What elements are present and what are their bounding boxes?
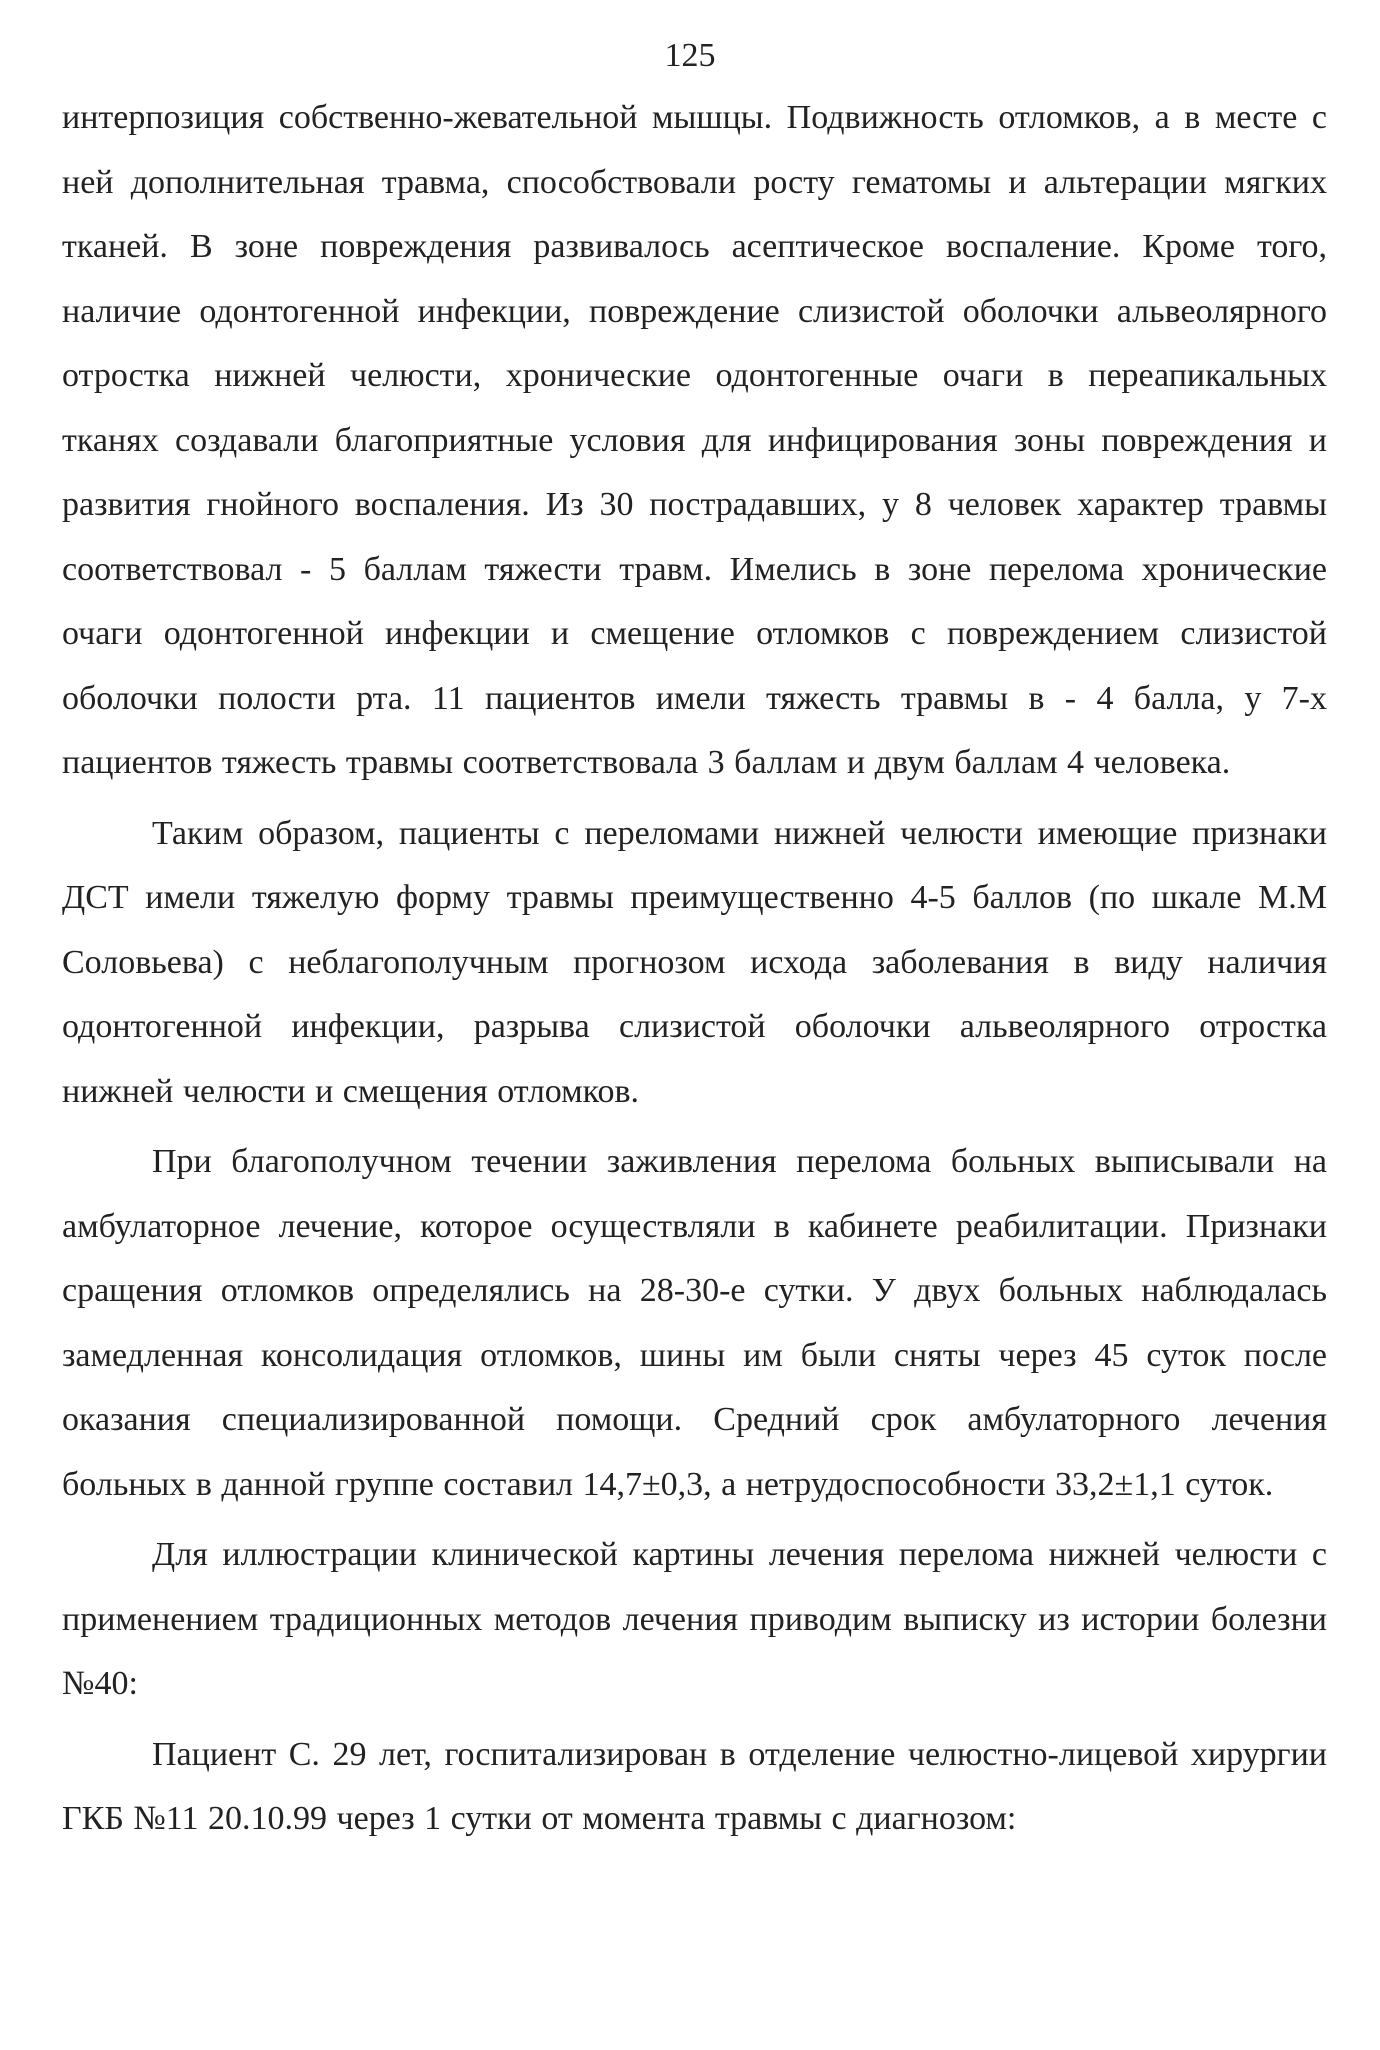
page-number: 125 <box>664 37 716 74</box>
paragraph-patient-case: Пациент С. 29 лет, госпитализирован в отделение челюстно-лицевой хирургии ГКБ №11 20.10.99 через 1 сутки от момента травмы с диагнозом: <box>62 1735 1327 1837</box>
body-text <box>62 86 1327 1852</box>
paragraph-case-intro: Для иллюстрации клинической картины лечения перелома нижней челюсти с применением традиционных методов лечения приводим выписку из истории болезни №40: <box>62 1536 1327 1702</box>
paragraph-conclusion: Таким образом, пациенты с переломами нижней челюсти имеющие признаки ДСТ имели тяжелую форму травмы преимущественно 4-5 баллов (по шкале М.М Соловьева) с неблагополучным прогнозом исхода заболевания в виду наличия одонтогенной инфекции, разрыва слизистой оболочки альвеолярного отростка нижней челюсти и смещения отломков. <box>62 814 1327 1110</box>
paragraph-continuation: интерпозиция собственно-жевательной мышцы. Подвижность отломков, а в месте с ней дополнительная травма, способствовали росту гематомы и альтерации мягких тканей. В зоне повреждения развивалось асептическое воспаление. Кроме того, наличие одонтогенной инфекции, повреждение слизистой оболочки альвеолярного отростка нижней челюсти, хронические одонтогенные очаги в переапикальных тканях создавали благоприятные условия для инфицирования зоны повреждения и развития гнойного воспаления. Из 30 пострадавших, у 8 человек характер травмы соответствовал - 5 баллам тяжести травм. Имелись в зоне перелома хронические очаги одонтогенной инфекции и смещение отломков с повреждением слизистой оболочки полости рта. 11 пациентов имели тяжесть травмы в - 4 балла, у 7-х пациентов тяжесть травмы соответствовала 3 баллам и двум баллам 4 человека. <box>62 99 1327 781</box>
paragraph-outpatient-treatment: При благополучном течении заживления перелома больных выписывали на амбулаторное лечение, которое осуществляли в кабинете реабилитации. Признаки сращения отломков определялись на 28-30-е сутки. У двух больных наблюдалась замедленная консолидация отломков, шины им были сняты через 45 суток после оказания специализированной помощи. Средний срок амбулаторного лечения больных в данной группе составил 14,7±0,3, а нетрудоспособности 33,2±1,1 суток. <box>62 1143 1327 1503</box>
